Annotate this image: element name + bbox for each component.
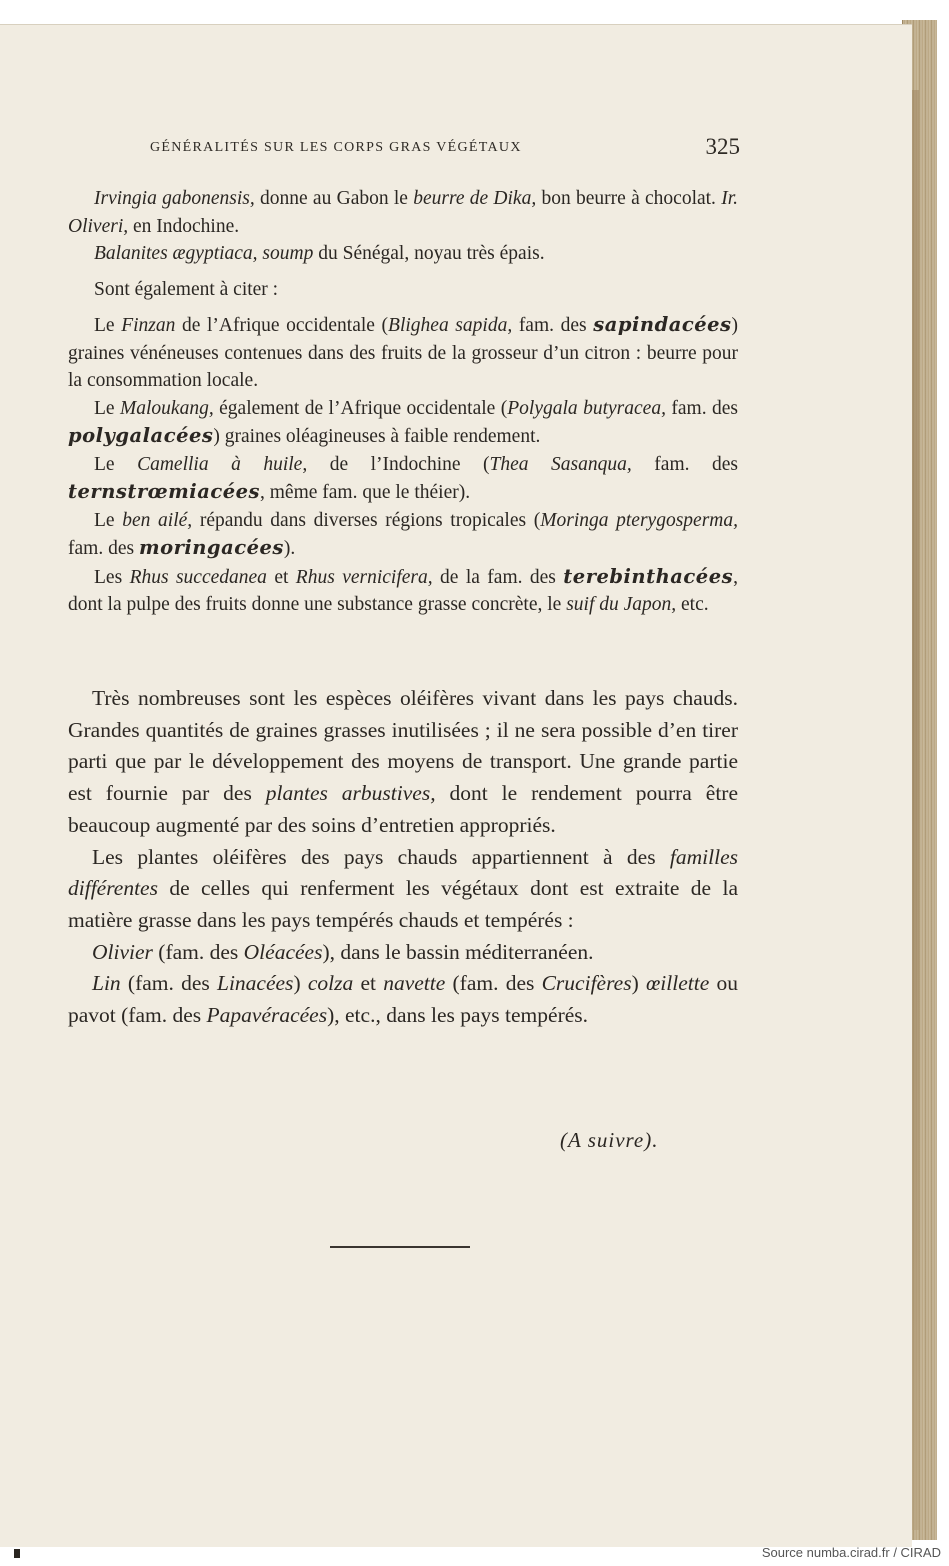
end-rule bbox=[330, 1246, 470, 1248]
paragraph-families: Les plantes oléifères des pays chauds appartiennent à des familles différentes de celles qui renferment les végétaux dont est extraite de la matière grasse dans les pays tempérés chauds et tempérés : bbox=[68, 844, 738, 932]
family-name: polygalacées bbox=[68, 424, 214, 447]
source-credit: Source numba.cirad.fr / CIRAD bbox=[761, 1545, 941, 1560]
paragraph-maloukang: Le Maloukang, également de l’Afrique occidentale (Polygala butyracea, fam. des polygalacées) graines oléagineuses à faible rendement. bbox=[68, 397, 739, 447]
family-name: moringacées bbox=[138, 536, 284, 559]
paragraph-finzan: Le Finzan de l’Afrique occidentale (Blighea sapida, fam. des sapindacées) graines vénéneuses contenues dans des fruits de la grosseur d’un citron : beurre pour la consommation locale. bbox=[68, 313, 739, 391]
paragraph-oil-species: Très nombreuses sont les espèces oléifères vivant dans les pays chauds. Grandes quantités de graines grasses inutilisées ; il ne sera possible d’en tirer parti que par le développement des moyens de transport. Une grande partie est fournie par des plantes arbustives, dont le rendement pourra être beaucoup augmenté par des soins d’entretien appropriés. bbox=[68, 686, 738, 837]
paragraph-rhus: Les Rhus succedanea et Rhus vernicifera, de la fam. des terebinthacées, dont la pulpe des fruits donne une substance grasse concrète, le suif du Japon, etc. bbox=[68, 564, 738, 615]
paragraph-ben-aile: Le ben ailé, répandu dans diverses régions tropicales (Moringa pterygosperma, fam. des moringacées). bbox=[68, 509, 738, 559]
family-name: sapindacées bbox=[593, 313, 732, 336]
paragraph-irvingia: Irvingia gabonensis, donne au Gabon le beurre de Dika, bon beurre à chocolat. Ir. Oliveri, en Indochine. bbox=[68, 188, 739, 237]
binding-mark bbox=[14, 1549, 20, 1558]
page-number: 325 bbox=[705, 134, 740, 159]
to-be-continued: (A suivre). bbox=[560, 1128, 659, 1152]
running-title: GÉNÉRALITÉS SUR LES CORPS GRAS VÉGÉTAUX bbox=[150, 140, 522, 155]
paragraph-balanites: Balanites ægyptiaca, soump du Sénégal, noyau très épais. bbox=[94, 243, 545, 264]
paragraph-olivier: Olivier (fam. des Oléacées), dans le bassin méditerranéen. bbox=[92, 939, 594, 964]
page-header bbox=[150, 134, 740, 164]
paragraph-lin: Lin (fam. des Linacées) colza et navette (fam. des Crucifères) œillette ou pavot (fam. des Papavéracées), etc., dans les pays tempérés. bbox=[68, 971, 738, 1028]
paragraph-camellia: Le Camellia à huile, de l’Indochine (Thea Sasanqua, fam. des ternstrœmiacées, même fam. que le théier). bbox=[68, 453, 738, 503]
paragraph-also-cited: Sont également à citer : bbox=[94, 278, 279, 300]
species-list bbox=[68, 185, 738, 619]
family-name: ternstrœmiacées bbox=[68, 480, 261, 503]
main-text bbox=[68, 683, 738, 1032]
family-name: terebinthacées bbox=[563, 564, 734, 588]
